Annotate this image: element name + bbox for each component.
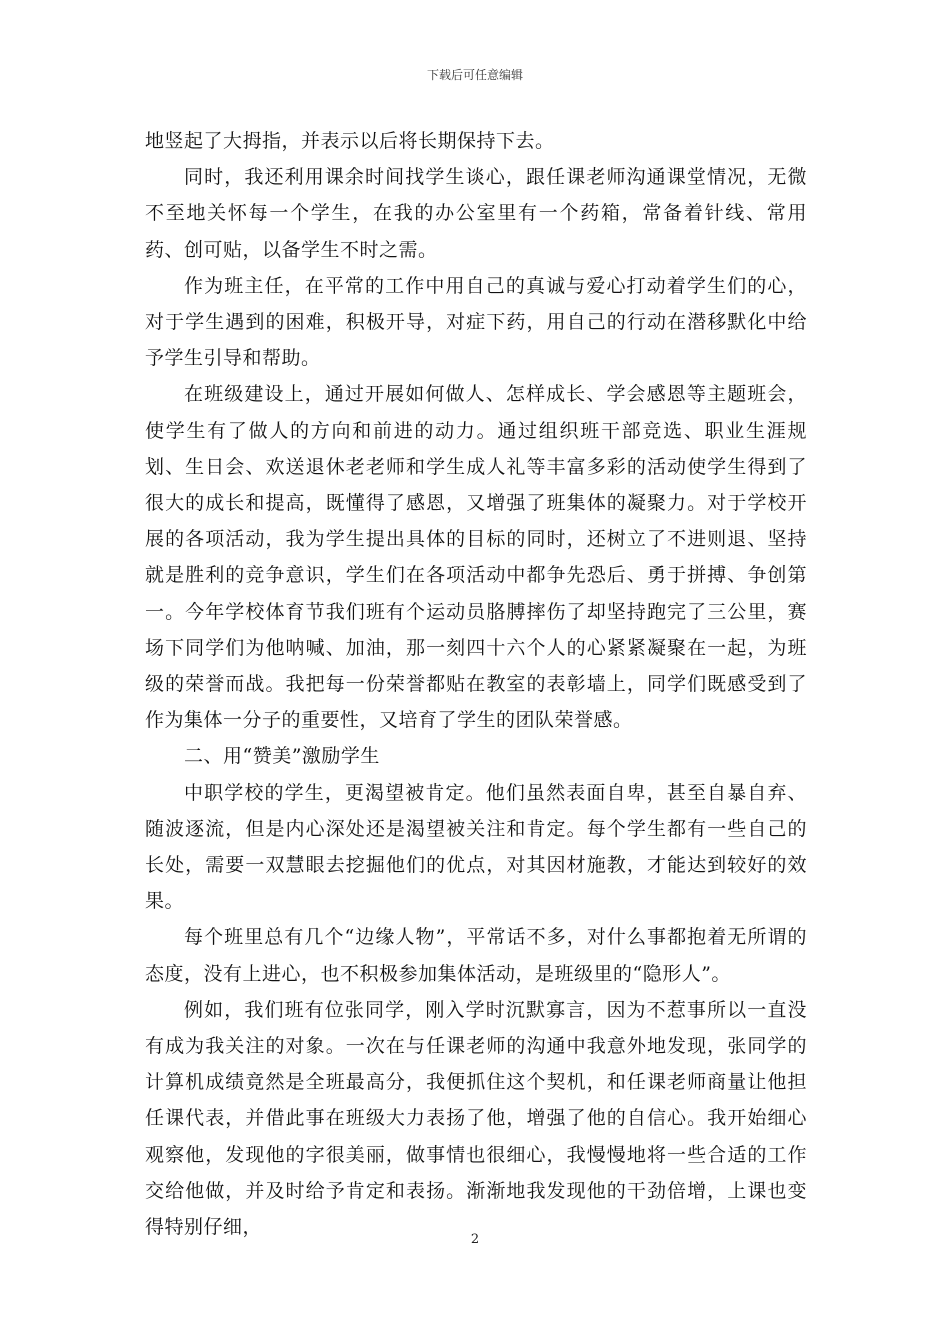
section-heading: 二、用“赞美”激励学生 bbox=[184, 745, 380, 768]
paragraph-vocational-students: 中职学校的学生，更渴望被肯定。他们虽然表面自卑，甚至自暴自弃、随波逐流，但是内心深处还是渴望被关注和肯定。每个学生都有一些自己的长处，需要一双慧眼去挖掘他们的优点，对其因材施教，才能达到较好的效果。 bbox=[145, 781, 807, 913]
paragraph-care: 同时，我还利用课余时间找学生谈心，跟任课老师沟通课堂情况，无微不至地关怀每一个学生，在我的办公室里有一个药箱，常备着针线、常用药、创可贴，以备学生不时之需。 bbox=[145, 166, 807, 261]
paragraph-head-teacher: 作为班主任，在平常的工作中用自己的真诚与爱心打动着学生们的心，对于学生遇到的困难，积极开导，对症下药，用自己的行动在潜移默化中给予学生引导和帮助。 bbox=[145, 274, 807, 370]
document-body bbox=[145, 123, 807, 1245]
page-header: 下载后可任意编辑 bbox=[426, 68, 523, 82]
paragraph-continuation: 地竖起了大拇指，并表示以后将长期保持下去。 bbox=[145, 130, 555, 152]
page-number: 2 bbox=[470, 1232, 480, 1247]
paragraph-example: 例如，我们班有位张同学，刚入学时沉默寡言，因为不惹事所以一直没有成为我关注的对象。一次在与任课老师的沟通中我意外地发现，张同学的计算机成绩竟然是全班最高分，我便抓住这个契机，和任课老师商量让他担任课代表，并借此事在班级大力表扬了他，增强了他的自信心。我开始细心观察他，发现他的字很美丽，做事情也很细心，我慢慢地将一些合适的工作交给他做，并及时给予肯定和表扬。渐渐地我发现他的干劲倍增，上课也变得特别仔细， bbox=[145, 998, 807, 1239]
paragraph-class-building: 在班级建设上，通过开展如何做人、怎样成长、学会感恩等主题班会，使学生有了做人的方向和前进的动力。通过组织班干部竞选、职业生涯规划、生日会、欢送退休老老师和学生成人礼等丰富多彩的活动使学生得到了很大的成长和提高，既懂得了感恩，又增强了班集体的凝聚力。对于学校开展的各项活动，我为学生提出具体的目标的同时，还树立了不进则退、坚持就是胜利的竞争意识，学生们在各项活动中都争先恐后、勇于拼搏、争创第一。今年学校体育节我们班有个运动员胳膊摔伤了却坚持跑完了三公里，赛场下同学们为他呐喊、加油，那一刻四十六个人的心紧紧凝聚在一起，为班级的荣誉而战。我把每一份荣誉都贴在教室的表彰墙上，同学们既感受到了作为集体一分子的重要性，又培育了学生的团队荣誉感。 bbox=[145, 383, 807, 732]
paragraph-marginal-students: 每个班里总有几个“边缘人物”，平常话不多，对什么事都抱着无所谓的态度，没有上进心，也不积极参加集体活动，是班级里的“隐形人”。 bbox=[145, 926, 807, 985]
